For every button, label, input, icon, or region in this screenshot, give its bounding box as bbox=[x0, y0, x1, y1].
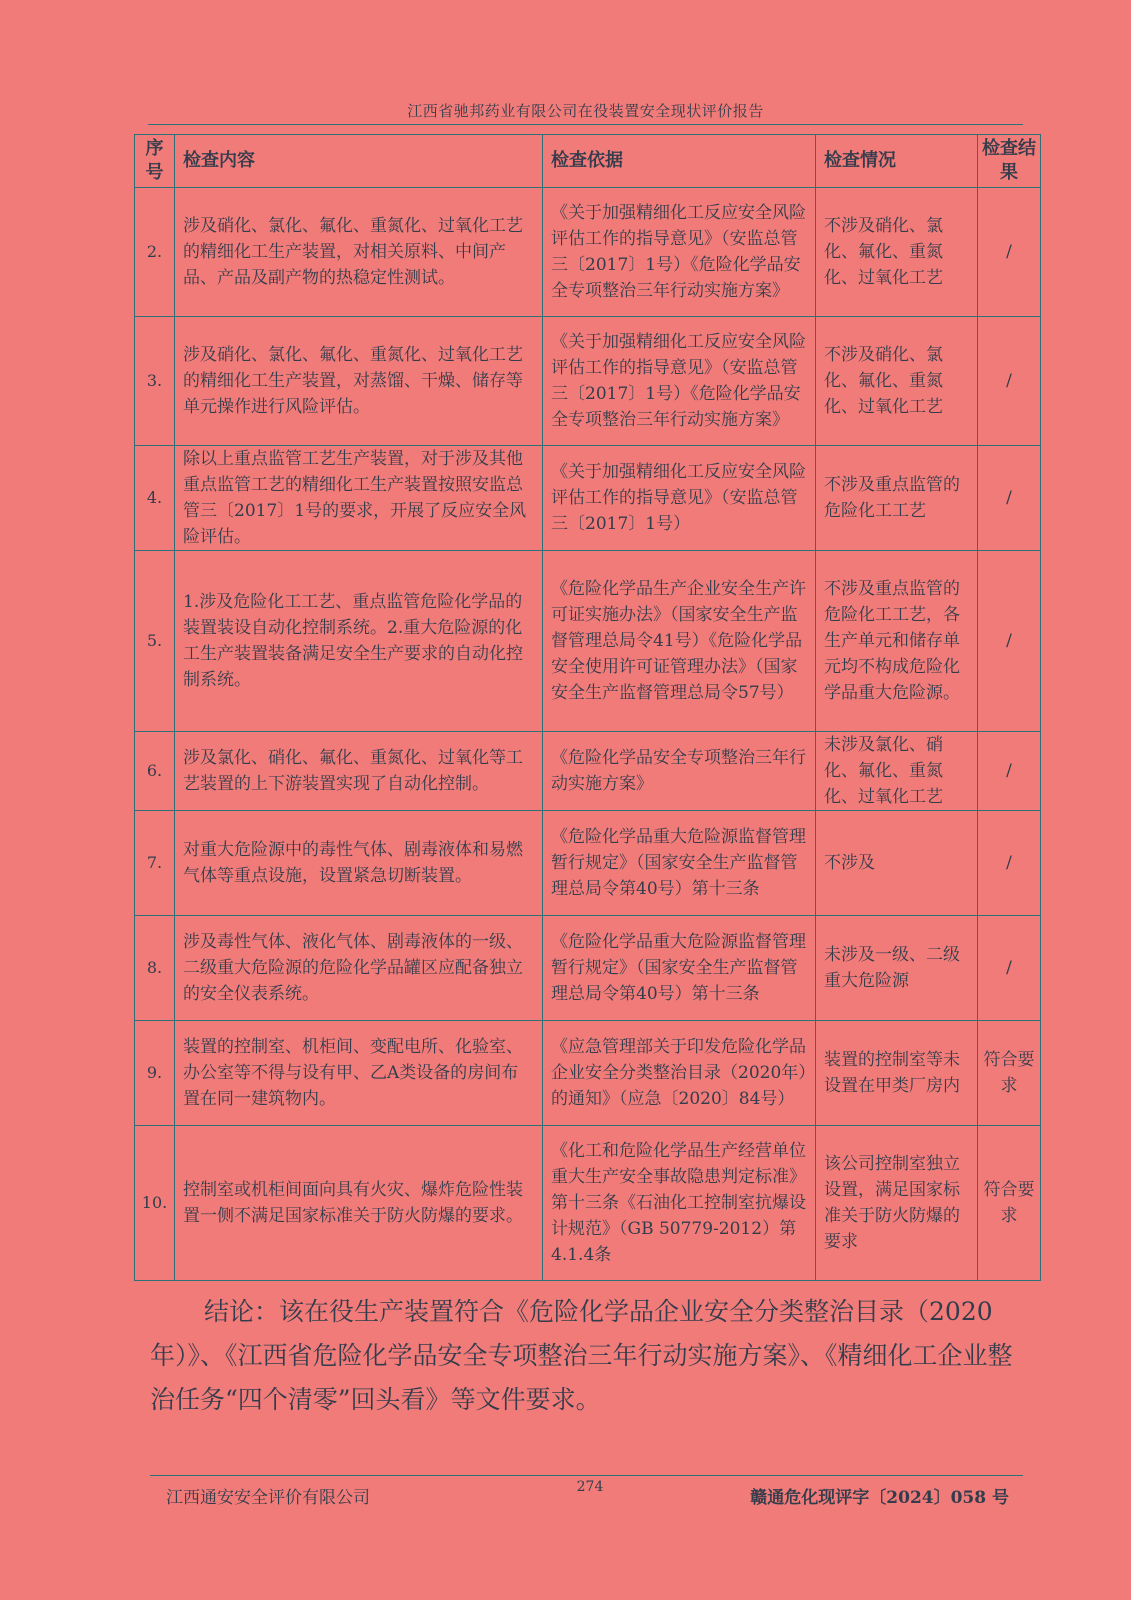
table-header-row bbox=[135, 135, 1041, 188]
row-status: 不涉及硝化、氯化、氟化、重氮化、过氧化工艺 bbox=[816, 317, 978, 446]
row-basis: 《化工和危险化学品生产经营单位重大生产安全事故隐患判定标准》第十三条《石油化工控制室抗爆设计规范》（GB 50779-2012）第4.1.4条 bbox=[543, 1126, 816, 1281]
row-seq: 5. bbox=[135, 551, 175, 732]
inspection-table bbox=[134, 134, 1041, 1281]
row-result: / bbox=[978, 732, 1041, 811]
row-basis: 《危险化学品重大危险源监督管理暂行规定》（国家安全生产监督管理总局令第40号）第十三条 bbox=[543, 811, 816, 916]
row-seq: 8. bbox=[135, 916, 175, 1021]
page-header: 江西省驰邦药业有限公司在役装置安全现状评价报告 bbox=[407, 102, 764, 120]
column-header-status: 检查情况 bbox=[816, 135, 978, 188]
table-row bbox=[135, 811, 1041, 916]
table-row bbox=[135, 1021, 1041, 1126]
row-basis: 《关于加强精细化工反应安全风险评估工作的指导意见》（安监总管三〔2017〕1号）《危险化学品安全专项整治三年行动实施方案》 bbox=[543, 317, 816, 446]
row-status: 不涉及重点监管的危险化工工艺，各生产单元和储存单元均不构成危险化学品重大危险源。 bbox=[816, 551, 978, 732]
row-status: 不涉及重点监管的危险化工工艺 bbox=[816, 446, 978, 551]
footer-company: 江西通安安全评价有限公司 bbox=[166, 1488, 370, 1508]
row-status: 未涉及氯化、硝化、氟化、重氮化、过氧化工艺 bbox=[816, 732, 978, 811]
row-content: 对重大危险源中的毒性气体、剧毒液体和易燃气体等重点设施，设置紧急切断装置。 bbox=[175, 811, 543, 916]
row-status: 未涉及一级、二级重大危险源 bbox=[816, 916, 978, 1021]
row-seq: 7. bbox=[135, 811, 175, 916]
row-result: / bbox=[978, 916, 1041, 1021]
row-seq: 4. bbox=[135, 446, 175, 551]
row-seq: 3. bbox=[135, 317, 175, 446]
row-basis: 《危险化学品重大危险源监督管理暂行规定》（国家安全生产监督管理总局令第40号）第十三条 bbox=[543, 916, 816, 1021]
row-basis: 《应急管理部关于印发危险化学品企业安全分类整治目录（2020年）的通知》（应急〔2020〕84号） bbox=[543, 1021, 816, 1126]
column-header-seq: 序号 bbox=[135, 135, 175, 188]
table-row bbox=[135, 732, 1041, 811]
conclusion-paragraph: 结论：该在役生产装置符合《危险化学品企业安全分类整治目录（2020年）》、《江西省危险化学品安全专项整治三年行动实施方案》、《精细化工企业整治任务“四个清零”回头看》等文件要求。 bbox=[150, 1297, 1013, 1414]
table-row bbox=[135, 317, 1041, 446]
header-divider bbox=[148, 124, 1023, 125]
row-content: 涉及毒性气体、液化气体、剧毒液体的一级、二级重大危险源的危险化学品罐区应配备独立的安全仪表系统。 bbox=[175, 916, 543, 1021]
row-basis: 《危险化学品安全专项整治三年行动实施方案》 bbox=[543, 732, 816, 811]
row-content: 除以上重点监管工艺生产装置，对于涉及其他重点监管工艺的精细化工生产装置按照安监总管三〔2017〕1号的要求，开展了反应安全风险评估。 bbox=[175, 446, 543, 551]
footer-divider bbox=[150, 1475, 1023, 1476]
table-row bbox=[135, 551, 1041, 732]
column-header-content: 检查内容 bbox=[175, 135, 543, 188]
row-seq: 9. bbox=[135, 1021, 175, 1126]
table-row bbox=[135, 916, 1041, 1021]
page-number: 274 bbox=[576, 1479, 604, 1495]
row-content: 涉及硝化、氯化、氟化、重氮化、过氧化工艺的精细化工生产装置，对相关原料、中间产品、产品及副产物的热稳定性测试。 bbox=[175, 188, 543, 317]
row-seq: 6. bbox=[135, 732, 175, 811]
row-status: 不涉及 bbox=[816, 811, 978, 916]
row-status: 该公司控制室独立设置，满足国家标准关于防火防爆的要求 bbox=[816, 1126, 978, 1281]
column-header-basis: 检查依据 bbox=[543, 135, 816, 188]
row-status: 不涉及硝化、氯化、氟化、重氮化、过氧化工艺 bbox=[816, 188, 978, 317]
row-result: 符合要求 bbox=[978, 1126, 1041, 1281]
row-result: / bbox=[978, 811, 1041, 916]
row-result: / bbox=[978, 317, 1041, 446]
row-result: / bbox=[978, 551, 1041, 732]
table-row bbox=[135, 446, 1041, 551]
row-content: 涉及硝化、氯化、氟化、重氮化、过氧化工艺的精细化工生产装置，对蒸馏、干燥、储存等单元操作进行风险评估。 bbox=[175, 317, 543, 446]
row-content: 控制室或机柜间面向具有火灾、爆炸危险性装置一侧不满足国家标准关于防火防爆的要求。 bbox=[175, 1126, 543, 1281]
row-basis: 《危险化学品生产企业安全生产许可证实施办法》（国家安全生产监督管理总局令41号）《危险化学品安全使用许可证管理办法》（国家安全生产监督管理总局令57号） bbox=[543, 551, 816, 732]
row-content: 1.涉及危险化工工艺、重点监管危险化学品的装置装设自动化控制系统。2.重大危险源的化工生产装置装备满足安全生产要求的自动化控制系统。 bbox=[175, 551, 543, 732]
row-content: 装置的控制室、机柜间、变配电所、化验室、办公室等不得与设有甲、乙A类设备的房间布置在同一建筑物内。 bbox=[175, 1021, 543, 1126]
row-result: / bbox=[978, 446, 1041, 551]
row-seq: 2. bbox=[135, 188, 175, 317]
report-reference-number: 赣通危化现评字〔2024〕058 号 bbox=[750, 1488, 1009, 1508]
row-status: 装置的控制室等未设置在甲类厂房内 bbox=[816, 1021, 978, 1126]
row-basis: 《关于加强精细化工反应安全风险评估工作的指导意见》（安监总管三〔2017〕1号）《危险化学品安全专项整治三年行动实施方案》 bbox=[543, 188, 816, 317]
column-header-result: 检查结果 bbox=[978, 135, 1041, 188]
row-seq: 10. bbox=[135, 1126, 175, 1281]
row-basis: 《关于加强精细化工反应安全风险评估工作的指导意见》（安监总管三〔2017〕1号） bbox=[543, 446, 816, 551]
row-result: / bbox=[978, 188, 1041, 317]
table-row bbox=[135, 188, 1041, 317]
table-row bbox=[135, 1126, 1041, 1281]
row-result: 符合要求 bbox=[978, 1021, 1041, 1126]
row-content: 涉及氯化、硝化、氟化、重氮化、过氧化等工艺装置的上下游装置实现了自动化控制。 bbox=[175, 732, 543, 811]
